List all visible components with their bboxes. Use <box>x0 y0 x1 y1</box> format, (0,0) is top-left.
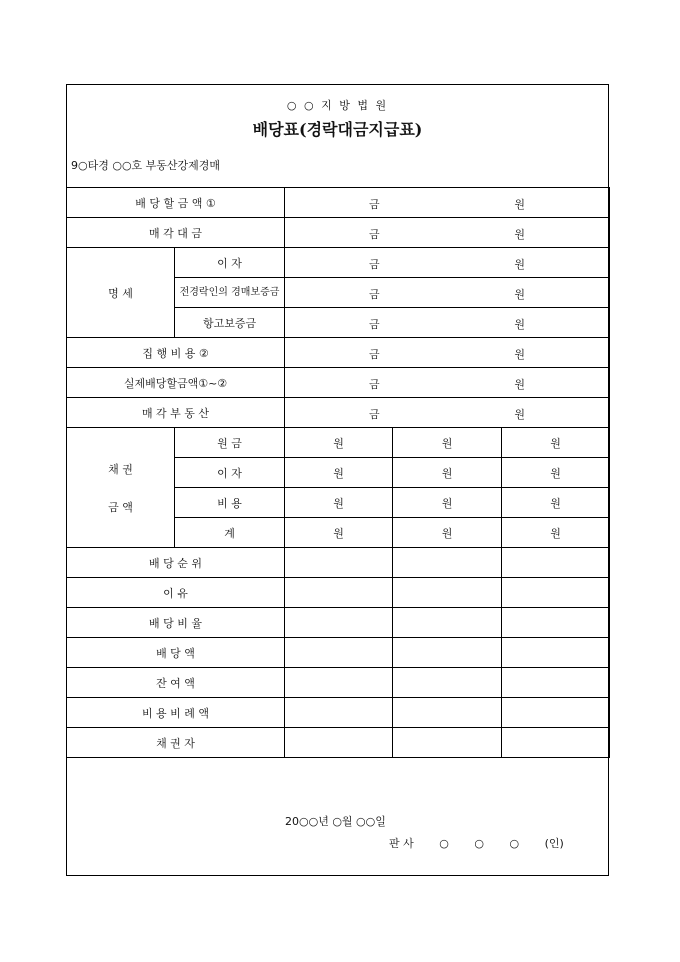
reason-cell-1 <box>285 578 393 608</box>
cost-cell-1: 원 <box>285 488 393 518</box>
row-total-distribution <box>67 188 610 218</box>
value-prev-bidder: 금 원 <box>285 278 610 308</box>
cost-ratio-cell-2 <box>393 698 502 728</box>
remainder-cell-2 <box>393 668 502 698</box>
judge-name-mark-3: ○ <box>509 837 520 850</box>
label-remainder: 잔 여 액 <box>67 668 285 698</box>
row-principal <box>67 428 610 458</box>
label-appeal-deposit: 항고보증금 <box>175 308 285 338</box>
reason-cell-3 <box>502 578 610 608</box>
form-title: 배당표(경락대금지급표) <box>252 120 423 139</box>
creditor-cell-2 <box>393 728 502 758</box>
dividend-cell-1 <box>285 638 393 668</box>
value-property: 금 원 <box>285 398 610 428</box>
judge-line <box>389 835 564 851</box>
row-exec-cost <box>67 338 610 368</box>
reason-cell-2 <box>393 578 502 608</box>
issue-date: 20○○년 ○월 ○○일 <box>285 815 386 828</box>
rank-cell-1 <box>285 548 393 578</box>
dividend-cell-2 <box>393 638 502 668</box>
total-cell-1: 원 <box>285 518 393 548</box>
label-property: 매 각 부 동 산 <box>67 398 285 428</box>
row-rank <box>67 548 610 578</box>
interest-cell-2: 원 <box>393 458 502 488</box>
row-ratio <box>67 608 610 638</box>
value-sale-price: 금 원 <box>285 218 610 248</box>
interest-cell-1: 원 <box>285 458 393 488</box>
distribution-grid <box>66 187 610 758</box>
rank-cell-3 <box>502 548 610 578</box>
remainder-cell-3 <box>502 668 610 698</box>
row-reason <box>67 578 610 608</box>
cost-ratio-cell-3 <box>502 698 610 728</box>
cost-ratio-cell-1 <box>285 698 393 728</box>
label-actual-amount: 실제배당할금액①~② <box>67 368 285 398</box>
ratio-cell-1 <box>285 608 393 638</box>
row-actual-amount <box>67 368 610 398</box>
label-total-distribution: 배 당 할 금 액 ① <box>67 188 285 218</box>
distribution-table-form <box>66 84 609 876</box>
row-interest <box>67 248 610 278</box>
remainder-cell-1 <box>285 668 393 698</box>
interest-cell-3: 원 <box>502 458 610 488</box>
label-ratio: 배 당 비 율 <box>67 608 285 638</box>
case-number: 9○타경 ○○호 부동산강제경매 <box>71 159 221 172</box>
dividend-cell-3 <box>502 638 610 668</box>
label-claim-amount: 채 권 금 액 <box>67 428 175 548</box>
principal-cell-1: 원 <box>285 428 393 458</box>
creditor-cell-1 <box>285 728 393 758</box>
total-cell-3: 원 <box>502 518 610 548</box>
creditor-cell-3 <box>502 728 610 758</box>
judge-name-mark-1: ○ <box>439 837 449 850</box>
label-prev-bidder: 전경락인의 경매보증금 <box>175 278 285 308</box>
label-creditor: 채 권 자 <box>67 728 285 758</box>
label-cost-ratio: 비 용 비 례 액 <box>67 698 285 728</box>
cost-cell-3: 원 <box>502 488 610 518</box>
row-remainder <box>67 668 610 698</box>
principal-cell-3: 원 <box>502 428 610 458</box>
label-rank: 배 당 순 위 <box>67 548 285 578</box>
rank-cell-2 <box>393 548 502 578</box>
total-cell-2: 원 <box>393 518 502 548</box>
row-property <box>67 398 610 428</box>
label-reason: 이 유 <box>67 578 285 608</box>
value-exec-cost: 금 원 <box>285 338 610 368</box>
label-cost: 비 용 <box>175 488 285 518</box>
label-exec-cost: 집 행 비 용 ② <box>67 338 285 368</box>
ratio-cell-2 <box>393 608 502 638</box>
value-interest: 금 원 <box>285 248 610 278</box>
row-creditor <box>67 728 610 758</box>
judge-name-mark-2: ○ <box>474 837 484 850</box>
row-dividend <box>67 638 610 668</box>
row-cost-ratio <box>67 698 610 728</box>
value-total-distribution: 금 원 <box>285 188 610 218</box>
label-details: 명 세 <box>67 248 175 338</box>
value-appeal-deposit: 금 원 <box>285 308 610 338</box>
cost-cell-2: 원 <box>393 488 502 518</box>
label-interest: 이 자 <box>175 248 285 278</box>
judge-label: 판 사 <box>389 837 414 850</box>
row-sale-price <box>67 218 610 248</box>
value-actual-amount: 금 원 <box>285 368 610 398</box>
label-claim-interest: 이 자 <box>175 458 285 488</box>
label-total: 계 <box>175 518 285 548</box>
label-principal: 원 금 <box>175 428 285 458</box>
ratio-cell-3 <box>502 608 610 638</box>
label-dividend: 배 당 액 <box>67 638 285 668</box>
seal-mark: (인) <box>544 837 564 850</box>
principal-cell-2: 원 <box>393 428 502 458</box>
court-name: ○ ○ 지 방 법 원 <box>286 99 389 112</box>
label-sale-price: 매 각 대 금 <box>67 218 285 248</box>
